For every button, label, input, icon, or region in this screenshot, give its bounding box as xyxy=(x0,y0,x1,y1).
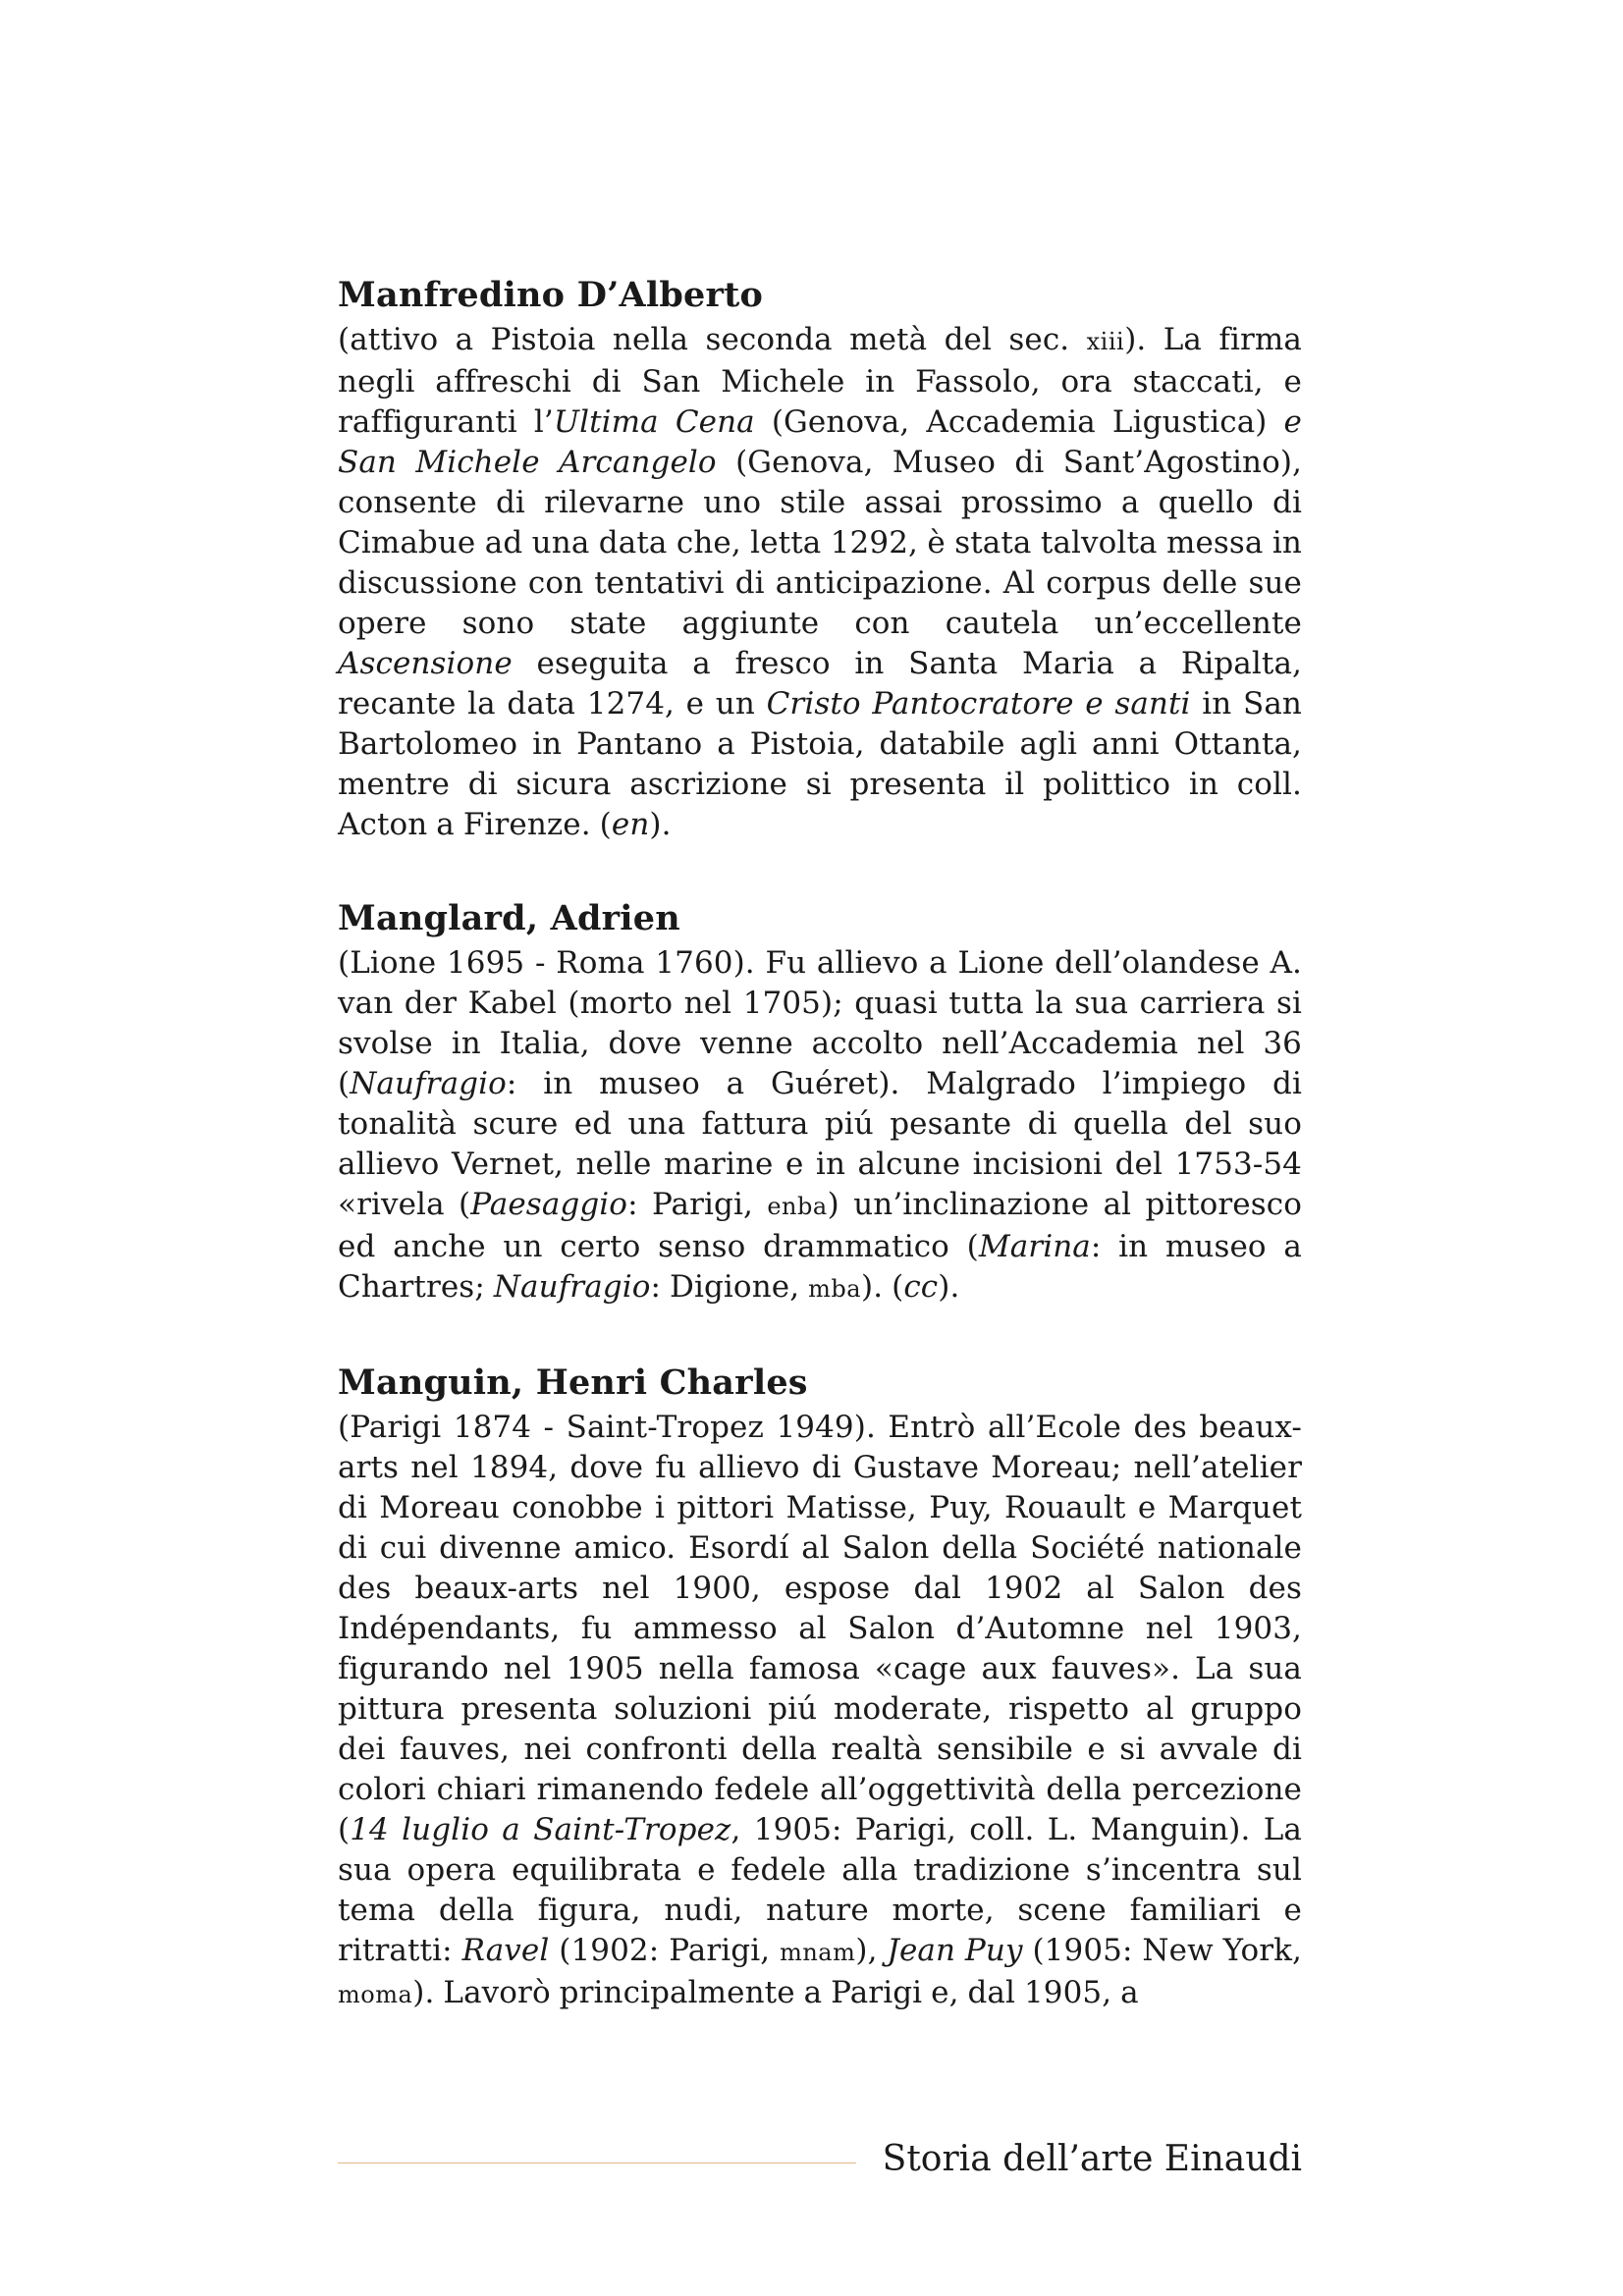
page-footer xyxy=(338,2135,1302,2184)
body-text: (1902: Parigi, xyxy=(549,1933,781,1968)
entry-title: Manfredino D’Alberto xyxy=(338,275,764,315)
body-text: ). ( xyxy=(861,1269,904,1305)
body-text: ). xyxy=(938,1269,960,1305)
entry-body xyxy=(338,943,1302,1309)
italic-title-text: Ascensione xyxy=(338,646,513,681)
entry-manfredino xyxy=(338,273,1302,845)
italic-title-text: Cristo Pantocratore e santi xyxy=(766,686,1191,721)
italic-title-text: cc xyxy=(903,1269,939,1305)
abbreviation-text: moma xyxy=(338,1981,413,2008)
body-text: in San Bartolomeo in Pantano a Pistoia, databile agli anni Ottanta, mentre di sicura ascrizione si presenta il polittico in coll. Acton a Firenze. ( xyxy=(338,686,1302,842)
italic-title-text: Ultima Cena xyxy=(553,404,755,440)
entry-body xyxy=(338,320,1302,845)
footer-publisher-text: Storia dell’arte Einaudi xyxy=(882,2139,1302,2179)
italic-title-text: en xyxy=(611,807,650,842)
italic-title-text: Naufragio xyxy=(493,1269,651,1305)
italic-title-text: Naufragio xyxy=(350,1066,507,1101)
body-text: (attivo a Pistoia nella seconda metà del sec. xyxy=(338,322,1087,357)
entry-manglard xyxy=(338,896,1302,1309)
body-text: (Lione 1695 - Roma 1760). Fu allievo a Lione dell’olandese A. van der Kabel (morto nel 1705); quasi tutta la sua carriera si svolse in Italia, dove venne accolto nell’Accademia nel 36 ( xyxy=(338,945,1302,1101)
italic-title-text: Jean Puy xyxy=(887,1933,1023,1968)
body-text: (Genova, Accademia Ligustica) xyxy=(754,404,1284,440)
body-text: : Digione, xyxy=(650,1269,809,1305)
italic-title-text: Paesaggio xyxy=(470,1187,628,1222)
body-text: (Genova, Museo di Sant’Agostino), consente di rilevarne uno stile assai prossimo a quello di Cimabue ad una data che, letta 1292, è stata talvolta messa in discussione con tentativi di anticipazione. Al corpus delle sue opere sono state aggiunte con cautela un’eccellente xyxy=(338,445,1302,641)
italic-title-text: Marina xyxy=(978,1229,1091,1264)
italic-title-text: e San Michele Arcangelo xyxy=(338,404,1302,480)
body-text: (1905: New York, xyxy=(1022,1933,1302,1968)
abbreviation-text: xiii xyxy=(1086,328,1125,355)
abbreviation-text: mba xyxy=(808,1275,862,1303)
body-text: , 1905: Parigi, coll. L. Manguin). La sua opera equilibrata e fedele alla tradizione s’incentra sul tema della figura, nudi, nature morte, scene familiari e ritratti: xyxy=(338,1812,1302,1968)
body-text: (Parigi 1874 - Saint-Tropez 1949). Entrò all’Ecole des beaux-arts nel 1894, dove fu allievo di Gustave Moreau; nell’atelier di Moreau conobbe i pittori Matisse, Puy, Rouault e Marquet di cui divenne amico. Esordí al Salon della Société nationale des beaux-arts nel 1900, espose dal 1902 al Salon des Indépendants, fu ammesso al Salon d’Automne nel 1903, figurando nel 1905 nella famosa «cage aux fauves». La sua pittura presenta soluzioni piú moderate, rispetto al gruppo dei fauves, nei confronti della realtà sensibile e si avvale di colori chiari rimanendo fedele all’oggettività della percezione ( xyxy=(338,1410,1302,1847)
entry-manguin xyxy=(338,1361,1302,2015)
abbreviation-text: enba xyxy=(767,1193,828,1220)
body-text: ) un’inclinazione al pittoresco ed anche un certo senso drammatico ( xyxy=(338,1187,1302,1264)
entry-title: Manguin, Henri Charles xyxy=(338,1362,808,1403)
body-text: ). La firma negli affreschi di San Michele in Fassolo, ora staccati, e raffiguranti l’ xyxy=(338,322,1302,440)
abbreviation-text: mnam xyxy=(780,1939,856,1966)
body-text: ). xyxy=(649,807,672,842)
body-text: : Parigi, xyxy=(627,1187,768,1222)
italic-title-text: 14 luglio a Saint-Tropez xyxy=(350,1812,731,1847)
body-text: ), xyxy=(855,1933,888,1968)
body-text: eseguita a fresco in Santa Maria a Ripalta, recante la data 1274, e un xyxy=(338,646,1302,721)
entry-title: Manglard, Adrien xyxy=(338,898,680,938)
italic-title-text: Ravel xyxy=(461,1933,550,1968)
body-text: : in museo a Guéret). Malgrado l’impiego di tonalità scure ed una fattura piú pesante di quella del suo allievo Vernet, nelle marine e in alcune incisioni del 1753-54 «rivela ( xyxy=(338,1066,1302,1222)
body-text: ). Lavorò principalmente a Parigi e, dal 1905, a xyxy=(412,1975,1139,2010)
page-content xyxy=(338,273,1302,2066)
body-text: : in museo a Chartres; xyxy=(338,1229,1302,1305)
entry-body xyxy=(338,1408,1302,2015)
